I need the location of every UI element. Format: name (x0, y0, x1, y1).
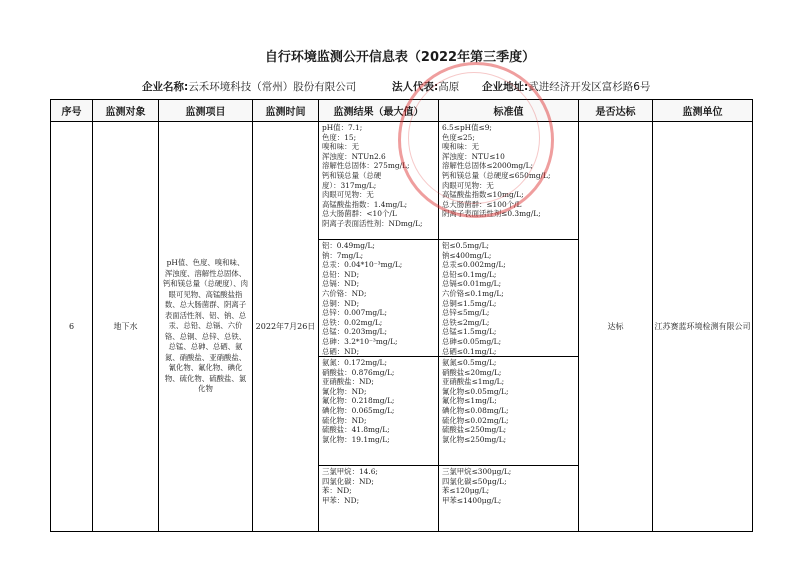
standard-line: 铝≤0.5mg/L; (442, 241, 489, 250)
result-line: 总铅：ND; (322, 269, 360, 279)
result-line: 总汞：0.04*10⁻³mg/L; (322, 260, 403, 270)
standard-line: 总铅≤0.1mg/L; (442, 269, 497, 279)
result-line: 四氯化碳：ND; (322, 476, 374, 486)
standard-line: 浑浊度：NTU≤10 (442, 151, 505, 161)
result-line: 硫酸盐：41.8mg/L; (322, 425, 390, 435)
result-line: 阴离子表面活性剂：NDmg/L; (322, 218, 423, 228)
result-line: 度）：317mg/L; (322, 180, 377, 190)
result-line: 总锌：0.007mg/L; (322, 308, 387, 318)
company-info (142, 79, 356, 94)
standard-line: 四氯化碳≤50μg/L; (442, 476, 507, 486)
header-standard: 标准值 (439, 100, 579, 122)
result-line: 碘化物：0.065mg/L; (322, 405, 395, 415)
standard-line: 总锰≤1.5mg/L; (442, 327, 497, 337)
result-line: 嗅和味：无 (322, 142, 359, 152)
result-line: 钙和镁总量（总硬 (322, 170, 382, 180)
standards-cell (439, 122, 579, 532)
standard-line: 高锰酸盐指数≤10mg/L; (442, 190, 524, 200)
standard-line: 总汞≤0.002mg/L; (442, 260, 506, 270)
result-line: 铝：0.49mg/L; (322, 241, 375, 250)
address-label: 企业地址: (482, 81, 529, 93)
results-cell (319, 122, 439, 532)
result-line: 总锰：0.203mg/L; (322, 327, 387, 337)
result-line: 苯：ND; (322, 486, 352, 496)
row-items: pH值、色度、嗅和味、浑浊度、溶解性总固体、钙和镁总量（总硬度）、肉眼可见物、高锰酸盐指数、总大肠菌群、阴离子表面活性剂、铝、钠、总汞、总铅、总镉、六价铬、总铜、总锌、总铁、总锰、总砷、总硒、氨氮、硝酸盐、亚硝酸盐、氰化物、氟化物、碘化物、硫化物、硫酸盐、氯化物 (159, 122, 253, 532)
result-line: 肉眼可见物：无 (322, 190, 374, 200)
standard-line: 亚硝酸盐≤1mg/L; (442, 377, 505, 387)
standard-line: 总镉≤0.01mg/L; (442, 279, 502, 289)
standard-line: 硫酸盐≤250mg/L; (442, 425, 507, 435)
header-unit: 监测单位 (653, 100, 753, 122)
company-label: 企业名称: (142, 81, 189, 93)
result-group (319, 240, 438, 357)
standard-group (439, 240, 578, 357)
standard-line: 总铜≤1.5mg/L; (442, 298, 497, 308)
table-header-row (51, 100, 753, 122)
legal-rep-label: 法人代表: (392, 81, 439, 93)
standard-line: 硫化物≤0.02mg/L; (442, 415, 509, 425)
header-no: 序号 (51, 100, 93, 122)
result-line: 总铁：0.02mg/L; (322, 317, 383, 327)
standard-line: 总铁≤2mg/L; (442, 317, 490, 327)
table-row (51, 122, 753, 532)
result-line: 高锰酸盐指数：1.4mg/L; (322, 199, 408, 209)
standard-line: 氯化物≤250mg/L; (442, 434, 507, 444)
standard-line: 6.5≤pH值≤9; (442, 123, 492, 132)
row-no: 6 (51, 122, 93, 532)
standard-group (439, 357, 578, 466)
result-line: 硫化物：ND; (322, 415, 367, 425)
standard-line: 阴离子表面活性剂≤0.3mg/L; (442, 209, 541, 219)
standard-line: 甲苯≤1400μg/L; (442, 495, 502, 505)
result-line: 亚硝酸盐：ND; (322, 377, 374, 387)
header-items: 监测项目 (159, 100, 253, 122)
standard-line: 总锌≤5mg/L; (442, 308, 490, 318)
result-line: pH值：7.1; (322, 123, 363, 132)
address-info (482, 79, 650, 94)
legal-rep-name: 高原 (438, 81, 460, 93)
page-title: 自行环境监测公开信息表（2022年第三季度） (264, 50, 536, 65)
standard-line: 硝酸盐≤20mg/L; (442, 367, 502, 377)
result-line: 溶解性总固体：275mg/L; (322, 161, 410, 171)
result-line: 总硒：ND; (322, 346, 360, 356)
result-group (319, 466, 438, 531)
result-line: 浑浊度：NTUn2.6 (322, 151, 386, 161)
standard-line: 碘化物≤0.08mg/L; (442, 405, 509, 415)
header-results: 监测结果（最大值） (319, 100, 439, 122)
standard-line: 嗅和味：无 (442, 142, 479, 152)
result-line: 色度：15; (322, 132, 357, 142)
result-line: 氟化物：0.218mg/L; (322, 396, 395, 406)
standard-group (439, 122, 578, 240)
header-time: 监测时间 (253, 100, 319, 122)
result-line: 六价铬：ND; (322, 288, 367, 298)
standard-line: 溶解性总固体≤2000mg/L; (442, 161, 533, 171)
result-group (319, 357, 438, 466)
result-line: 甲苯：ND; (322, 495, 360, 505)
result-line: 总镉：ND; (322, 279, 360, 289)
company-name: 云禾环境科技（常州）股份有限公司 (188, 81, 357, 93)
standard-line: 钠≤400mg/L; (442, 250, 492, 260)
header-object: 监测对象 (93, 100, 159, 122)
row-time: 2022年7月26日 (253, 122, 319, 532)
result-line: 氨氮：0.172mg/L; (322, 358, 387, 367)
legal-rep-info (392, 79, 459, 94)
standard-line: 六价铬≤0.1mg/L; (442, 288, 504, 298)
standards-stack (439, 122, 578, 531)
standard-line: 总砷≤0.05mg/L; (442, 336, 502, 346)
result-group (319, 122, 438, 240)
standard-line: 氟化物≤1mg/L; (442, 396, 497, 406)
results-stack (319, 122, 438, 531)
result-line: 硝酸盐：0.876mg/L; (322, 367, 395, 377)
result-line: 三氯甲烷：14.6; (322, 467, 378, 476)
standard-line: 氨氮≤0.5mg/L; (442, 358, 497, 367)
standard-line: 氰化物≤0.05mg/L; (442, 386, 509, 396)
header-compliance: 是否达标 (579, 100, 653, 122)
standard-line: 色度≤25; (442, 132, 475, 142)
result-line: 总砷：3.2*10⁻³mg/L; (322, 336, 398, 346)
result-line: 氯化物：19.1mg/L; (322, 434, 390, 444)
result-line: 氰化物：ND; (322, 386, 367, 396)
standard-line: 总大肠菌群：≤100个/L (442, 199, 522, 209)
row-unit: 江苏赛蓝环境检测有限公司 (653, 122, 753, 532)
monitoring-table (50, 99, 753, 532)
row-compliance: 达标 (579, 122, 653, 532)
row-object: 地下水 (93, 122, 159, 532)
result-line: 钠：7mg/L; (322, 250, 364, 260)
standard-line: 三氯甲烷≤300μg/L; (442, 467, 512, 476)
standard-line: 肉眼可见物：无 (442, 180, 494, 190)
address-value: 武进经济开发区富杉路6号 (528, 81, 651, 93)
result-line: 总铜：ND; (322, 298, 360, 308)
result-line: 总大肠菌群：<10个/L (322, 209, 397, 219)
standard-line: 苯≤120μg/L; (442, 486, 490, 496)
standard-line: 钙和镁总量（总硬度≤650mg/L; (442, 170, 551, 180)
standard-line: 总硒≤0.1mg/L; (442, 346, 497, 356)
standard-group (439, 466, 578, 531)
